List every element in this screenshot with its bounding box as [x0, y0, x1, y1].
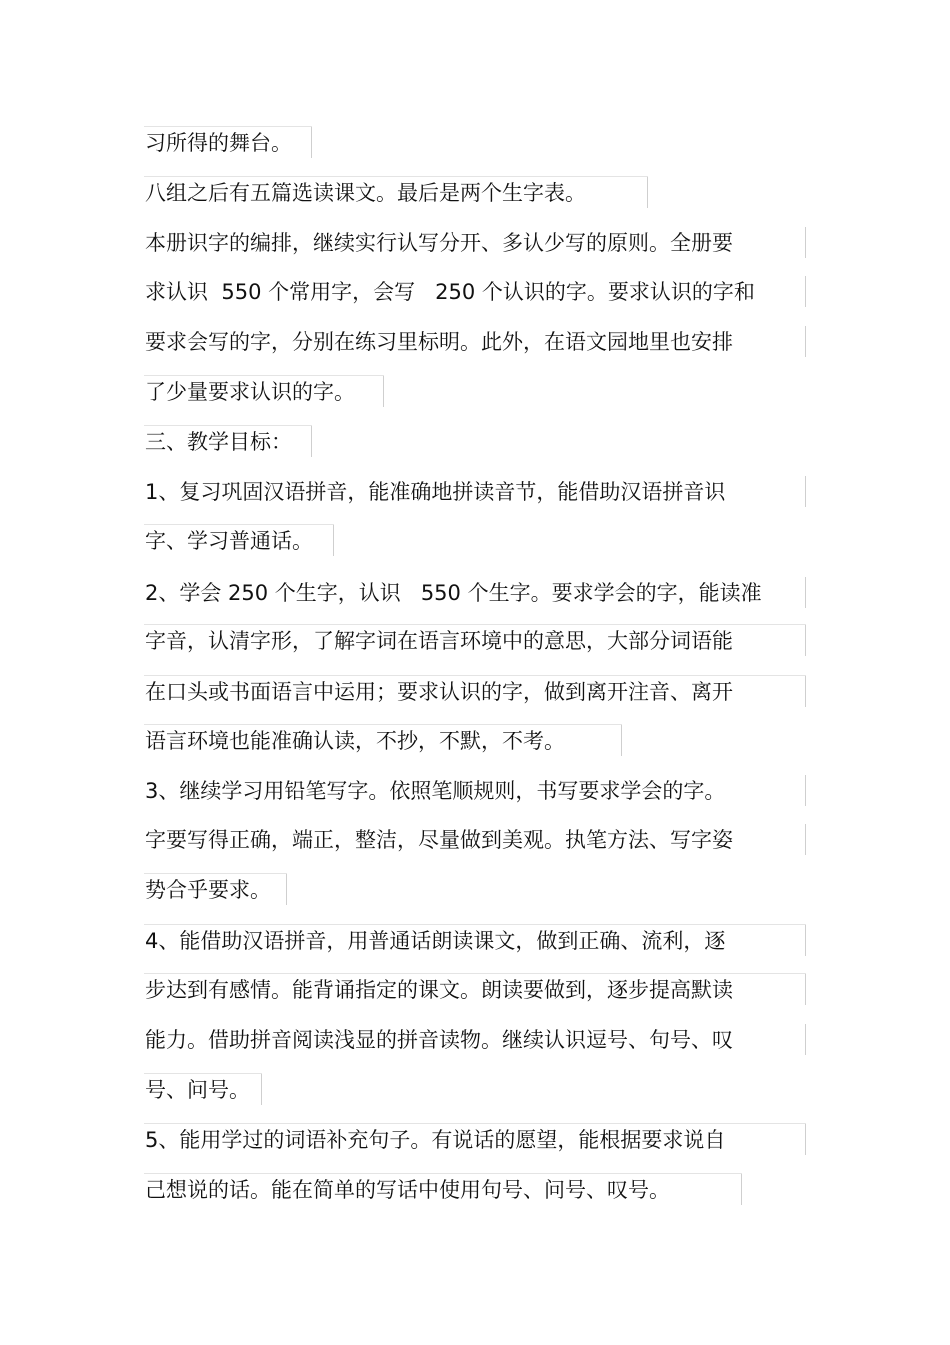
text-line-content: 字、学习普通话。	[145, 529, 313, 553]
text-line-content: 3、继续学习用铅笔写字。依照笔顺规则，书写要求学会的字。	[145, 779, 726, 803]
text-line-content: 步达到有感情。能背诵指定的课文。朗读要做到，逐步提高默读	[145, 978, 733, 1002]
text-line	[144, 228, 806, 258]
text-line	[144, 1075, 262, 1105]
text-line	[144, 626, 806, 656]
text-line	[144, 178, 648, 208]
text-line	[144, 1025, 806, 1055]
text-line-content: 势合乎要求。	[145, 878, 271, 902]
text-line-content: 2、学会 250 个生字，认识 550 个生字。要求学会的字，能读准	[145, 581, 762, 605]
text-line-content: 4、能借助汉语拼音，用普通话朗读课文，做到正确、流利，逐	[145, 929, 726, 953]
text-line	[144, 377, 384, 407]
text-line-content: 求认识 550 个常用字，会写 250 个认识的字。要求认识的字和	[145, 280, 755, 304]
text-line-content: 在口头或书面语言中运用；要求认识的字，做到离开注音、离开	[145, 680, 733, 704]
text-line-content: 要求会写的字，分别在练习里标明。此外，在语文园地里也安排	[145, 330, 733, 354]
text-line	[144, 1175, 742, 1205]
text-line-content: 本册识字的编排，继续实行认写分开、多认少写的原则。全册要	[145, 231, 733, 255]
section-heading	[144, 427, 312, 457]
text-line	[144, 677, 806, 707]
text-line-content: 八组之后有五篇选读课文。最后是两个生字表。	[145, 181, 586, 205]
text-line	[144, 926, 806, 956]
text-line	[144, 975, 806, 1005]
text-line	[144, 1125, 806, 1155]
text-line-content: 1、复习巩固汉语拼音，能准确地拼读音节，能借助汉语拼音识	[145, 480, 726, 504]
text-line	[144, 726, 622, 756]
text-line	[144, 578, 806, 608]
text-line	[144, 128, 312, 158]
text-line-content: 习所得的舞台。	[145, 131, 292, 155]
text-line-content: 字要写得正确，端正，整洁，尽量做到美观。执笔方法、写字姿	[145, 828, 733, 852]
text-line	[144, 327, 806, 357]
text-line-content: 己想说的话。能在简单的写话中使用句号、问号、叹号。	[145, 1178, 670, 1202]
text-line-content: 能力。借助拼音阅读浅显的拼音读物。继续认识逗号、句号、叹	[145, 1028, 733, 1052]
text-line	[144, 477, 806, 507]
text-line-content: 语言环境也能准确认读，不抄，不默，不考。	[145, 729, 565, 753]
text-line	[144, 526, 334, 556]
text-line-content: 5、能用学过的词语补充句子。有说话的愿望，能根据要求说自	[145, 1128, 726, 1152]
text-line	[144, 825, 806, 855]
text-line	[144, 875, 287, 905]
text-line-content: 号、问号。	[145, 1078, 250, 1102]
text-line-content: 了少量要求认识的字。	[145, 380, 355, 404]
section-heading-text: 三、教学目标：	[145, 430, 292, 454]
text-line-content: 字音，认清字形，了解字词在语言环境中的意思，大部分词语能	[145, 629, 733, 653]
text-line	[144, 277, 806, 307]
text-line	[144, 776, 806, 806]
